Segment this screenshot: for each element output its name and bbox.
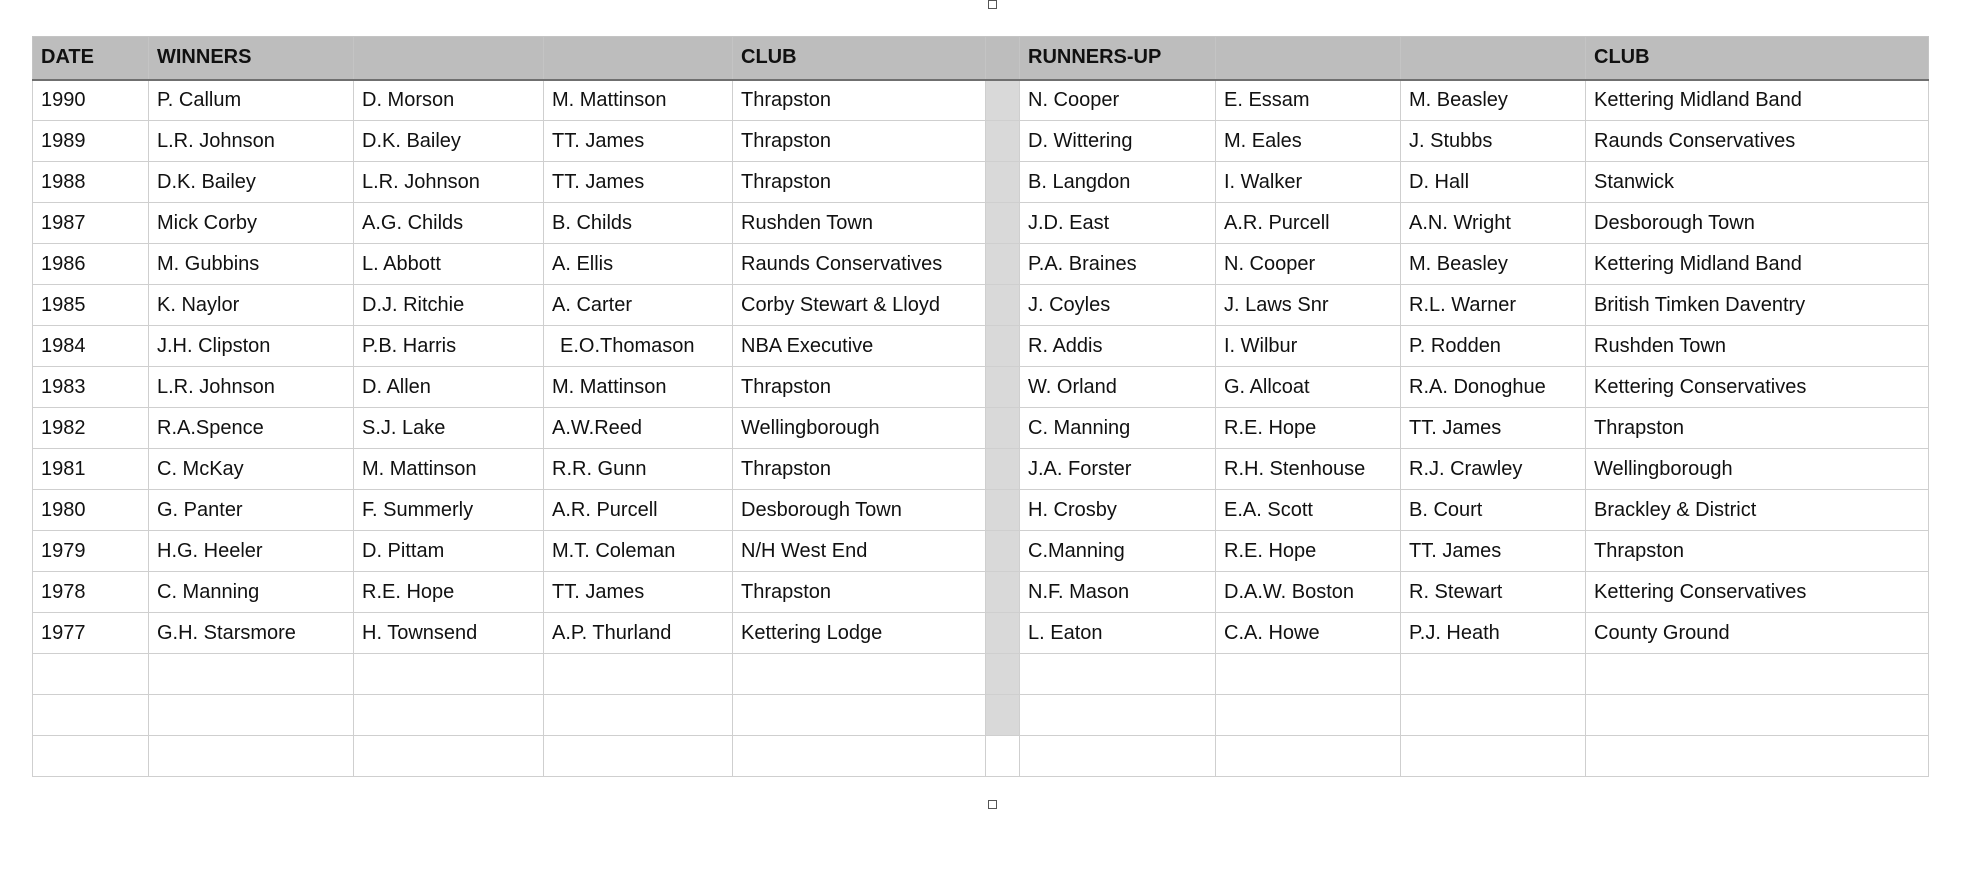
cell-winner-2[interactable]: A.G. Childs <box>354 203 544 244</box>
cell-winner-1[interactable]: G. Panter <box>149 490 354 531</box>
cell-winner-1[interactable] <box>149 695 354 736</box>
cell-runner-up-2[interactable]: M. Eales <box>1216 121 1401 162</box>
table-row <box>33 285 1929 326</box>
cell-runner-up-3[interactable]: R. Stewart <box>1401 572 1586 613</box>
cell-runner-up-1[interactable]: P.A. Braines <box>1020 244 1216 285</box>
cell-runner-up-club[interactable]: Kettering Conservatives <box>1586 367 1929 408</box>
cell-date[interactable]: 1977 <box>33 613 149 654</box>
cell-winner-2[interactable]: L.R. Johnson <box>354 162 544 203</box>
cell-date[interactable]: 1981 <box>33 449 149 490</box>
table-row <box>33 326 1929 367</box>
cell-runner-up-2[interactable]: I. Walker <box>1216 162 1401 203</box>
separator-cell <box>986 244 1020 285</box>
cell-winner-3[interactable]: TT. James <box>544 572 733 613</box>
cell-date[interactable]: 1985 <box>33 285 149 326</box>
cell-winner-club[interactable]: Thrapston <box>733 449 986 490</box>
results-table <box>32 36 1929 777</box>
cell-runner-up-club[interactable]: Brackley & District <box>1586 490 1929 531</box>
cell-runner-up-1[interactable] <box>1020 736 1216 777</box>
cell-winner-3[interactable]: TT. James <box>544 162 733 203</box>
resize-handle-bottom[interactable] <box>988 800 997 809</box>
cell-date[interactable]: 1983 <box>33 367 149 408</box>
header-runners-up-club: CLUB <box>1586 37 1929 80</box>
cell-winner-2[interactable]: D. Allen <box>354 367 544 408</box>
cell-runner-up-1[interactable]: D. Wittering <box>1020 121 1216 162</box>
cell-runner-up-club[interactable]: Kettering Midland Band <box>1586 80 1929 121</box>
cell-winner-3[interactable]: R.R. Gunn <box>544 449 733 490</box>
cell-winner-3[interactable]: M. Mattinson <box>544 80 733 121</box>
cell-winner-club[interactable]: NBA Executive <box>733 326 986 367</box>
cell-runner-up-club[interactable]: Stanwick <box>1586 162 1929 203</box>
separator-cell <box>986 572 1020 613</box>
cell-runner-up-2[interactable]: E.A. Scott <box>1216 490 1401 531</box>
cell-winner-club[interactable]: Raunds Conservatives <box>733 244 986 285</box>
cell-winner-club[interactable]: Rushden Town <box>733 203 986 244</box>
cell-runner-up-3[interactable]: R.L. Warner <box>1401 285 1586 326</box>
separator-cell <box>986 490 1020 531</box>
cell-winner-club[interactable] <box>733 736 986 777</box>
cell-winner-1[interactable]: D.K. Bailey <box>149 162 354 203</box>
cell-runner-up-3[interactable]: D. Hall <box>1401 162 1586 203</box>
cell-winner-club[interactable] <box>733 695 986 736</box>
cell-date[interactable]: 1979 <box>33 531 149 572</box>
cell-winner-3[interactable]: M.T. Coleman <box>544 531 733 572</box>
cell-winner-2[interactable]: D. Morson <box>354 80 544 121</box>
separator-cell <box>986 121 1020 162</box>
cell-winner-1[interactable]: L.R. Johnson <box>149 367 354 408</box>
cell-winner-club[interactable]: Kettering Lodge <box>733 613 986 654</box>
cell-winner-3[interactable]: B. Childs <box>544 203 733 244</box>
cell-runner-up-2[interactable]: R.H. Stenhouse <box>1216 449 1401 490</box>
table-row <box>33 121 1929 162</box>
cell-runner-up-club[interactable]: Kettering Midland Band <box>1586 244 1929 285</box>
table-row <box>33 244 1929 285</box>
cell-winner-club[interactable]: N/H West End <box>733 531 986 572</box>
separator-cell <box>986 654 1020 695</box>
separator-cell <box>986 613 1020 654</box>
cell-runner-up-3[interactable] <box>1401 654 1586 695</box>
cell-runner-up-club[interactable]: Rushden Town <box>1586 326 1929 367</box>
separator-cell <box>986 531 1020 572</box>
cell-winner-2[interactable]: D.K. Bailey <box>354 121 544 162</box>
header-row <box>33 37 1929 80</box>
cell-runner-up-2[interactable] <box>1216 654 1401 695</box>
table-row <box>33 449 1929 490</box>
cell-winner-1[interactable]: K. Naylor <box>149 285 354 326</box>
cell-winner-1[interactable]: G.H. Starsmore <box>149 613 354 654</box>
cell-date[interactable]: 1980 <box>33 490 149 531</box>
header-runners-up-3 <box>1401 37 1586 80</box>
cell-runner-up-1[interactable]: J. Coyles <box>1020 285 1216 326</box>
cell-winner-2[interactable]: M. Mattinson <box>354 449 544 490</box>
cell-winner-club[interactable]: Thrapston <box>733 121 986 162</box>
cell-winner-2[interactable]: F. Summerly <box>354 490 544 531</box>
cell-runner-up-1[interactable] <box>1020 654 1216 695</box>
separator-cell <box>986 408 1020 449</box>
table-row <box>33 490 1929 531</box>
cell-runner-up-club[interactable]: County Ground <box>1586 613 1929 654</box>
cell-winner-1[interactable] <box>149 654 354 695</box>
cell-runner-up-3[interactable]: TT. James <box>1401 531 1586 572</box>
cell-winner-1[interactable]: R.A.Spence <box>149 408 354 449</box>
cell-winner-3[interactable]: A.R. Purcell <box>544 490 733 531</box>
cell-runner-up-1[interactable]: J.D. East <box>1020 203 1216 244</box>
header-winners-club: CLUB <box>733 37 986 80</box>
cell-winner-club[interactable]: Corby Stewart & Lloyd <box>733 285 986 326</box>
header-winners: WINNERS <box>149 37 354 80</box>
cell-runner-up-3[interactable]: B. Court <box>1401 490 1586 531</box>
cell-winner-club[interactable]: Thrapston <box>733 80 986 121</box>
cell-runner-up-2[interactable] <box>1216 695 1401 736</box>
table-body <box>33 80 1929 777</box>
cell-winner-3[interactable]: A. Ellis <box>544 244 733 285</box>
table-row <box>33 408 1929 449</box>
cell-runner-up-3[interactable]: TT. James <box>1401 408 1586 449</box>
cell-runner-up-3[interactable]: A.N. Wright <box>1401 203 1586 244</box>
cell-runner-up-club[interactable]: Raunds Conservatives <box>1586 121 1929 162</box>
cell-winner-3[interactable] <box>544 736 733 777</box>
cell-runner-up-2[interactable]: I. Wilbur <box>1216 326 1401 367</box>
cell-date[interactable]: 1986 <box>33 244 149 285</box>
separator-cell <box>986 695 1020 736</box>
cell-winner-club[interactable]: Desborough Town <box>733 490 986 531</box>
cell-runner-up-2[interactable] <box>1216 736 1401 777</box>
cell-winner-2[interactable]: R.E. Hope <box>354 572 544 613</box>
table-row <box>33 736 1929 777</box>
cell-date[interactable]: 1990 <box>33 80 149 121</box>
cell-winner-2[interactable]: P.B. Harris <box>354 326 544 367</box>
cell-winner-2[interactable] <box>354 736 544 777</box>
cell-runner-up-club[interactable]: Kettering Conservatives <box>1586 572 1929 613</box>
cell-runner-up-1[interactable]: B. Langdon <box>1020 162 1216 203</box>
cell-runner-up-2[interactable]: J. Laws Snr <box>1216 285 1401 326</box>
cell-runner-up-club[interactable]: Thrapston <box>1586 408 1929 449</box>
cell-winner-3[interactable]: TT. James <box>544 121 733 162</box>
cell-winner-3[interactable]: A.W.Reed <box>544 408 733 449</box>
cell-winner-club[interactable] <box>733 654 986 695</box>
cell-runner-up-3[interactable] <box>1401 695 1586 736</box>
table-row <box>33 80 1929 121</box>
cell-winner-3[interactable] <box>544 654 733 695</box>
cell-runner-up-3[interactable]: P.J. Heath <box>1401 613 1586 654</box>
cell-date[interactable]: 1984 <box>33 326 149 367</box>
cell-runner-up-3[interactable]: R.A. Donoghue <box>1401 367 1586 408</box>
cell-runner-up-3[interactable]: M. Beasley <box>1401 80 1586 121</box>
cell-runner-up-2[interactable]: R.E. Hope <box>1216 408 1401 449</box>
cell-runner-up-1[interactable]: J.A. Forster <box>1020 449 1216 490</box>
cell-winner-3[interactable]: M. Mattinson <box>544 367 733 408</box>
cell-runner-up-3[interactable]: J. Stubbs <box>1401 121 1586 162</box>
cell-winner-club[interactable]: Thrapston <box>733 162 986 203</box>
header-date: DATE <box>33 37 149 80</box>
cell-winner-2[interactable]: L. Abbott <box>354 244 544 285</box>
cell-runner-up-2[interactable]: G. Allcoat <box>1216 367 1401 408</box>
table-row <box>33 695 1929 736</box>
header-winners-2 <box>354 37 544 80</box>
cell-runner-up-1[interactable]: N.F. Mason <box>1020 572 1216 613</box>
cell-runner-up-3[interactable]: P. Rodden <box>1401 326 1586 367</box>
header-runners-up-2 <box>1216 37 1401 80</box>
cell-runner-up-1[interactable]: H. Crosby <box>1020 490 1216 531</box>
cell-runner-up-1[interactable]: W. Orland <box>1020 367 1216 408</box>
cell-runner-up-club[interactable] <box>1586 736 1929 777</box>
header-winners-3 <box>544 37 733 80</box>
cell-runner-up-1[interactable] <box>1020 695 1216 736</box>
separator-cell <box>986 162 1020 203</box>
cell-runner-up-club[interactable]: Desborough Town <box>1586 203 1929 244</box>
separator-cell <box>986 80 1020 121</box>
table-row <box>33 531 1929 572</box>
cell-runner-up-2[interactable]: A.R. Purcell <box>1216 203 1401 244</box>
cell-winner-club[interactable]: Thrapston <box>733 367 986 408</box>
separator-cell <box>986 203 1020 244</box>
cell-date[interactable]: 1987 <box>33 203 149 244</box>
cell-runner-up-club[interactable]: Thrapston <box>1586 531 1929 572</box>
cell-runner-up-1[interactable]: L. Eaton <box>1020 613 1216 654</box>
cell-winner-3[interactable]: A. Carter <box>544 285 733 326</box>
cell-winner-1[interactable]: H.G. Heeler <box>149 531 354 572</box>
cell-winner-2[interactable] <box>354 695 544 736</box>
table-row <box>33 162 1929 203</box>
separator-cell <box>986 326 1020 367</box>
header-runners-up: RUNNERS-UP <box>1020 37 1216 80</box>
cell-runner-up-1[interactable]: N. Cooper <box>1020 80 1216 121</box>
cell-winner-1[interactable]: C. McKay <box>149 449 354 490</box>
table-row <box>33 203 1929 244</box>
cell-winner-1[interactable]: C. Manning <box>149 572 354 613</box>
cell-runner-up-2[interactable]: D.A.W. Boston <box>1216 572 1401 613</box>
cell-winner-3[interactable]: E.O.Thomason <box>544 326 733 367</box>
table-row <box>33 654 1929 695</box>
cell-winner-1[interactable]: L.R. Johnson <box>149 121 354 162</box>
cell-winner-3[interactable]: A.P. Thurland <box>544 613 733 654</box>
cell-runner-up-club[interactable]: British Timken Daventry <box>1586 285 1929 326</box>
cell-winner-1[interactable]: J.H. Clipston <box>149 326 354 367</box>
separator-cell <box>986 285 1020 326</box>
separator-cell <box>986 736 1020 777</box>
header-gap <box>986 37 1020 80</box>
cell-runner-up-3[interactable]: M. Beasley <box>1401 244 1586 285</box>
cell-runner-up-2[interactable]: R.E. Hope <box>1216 531 1401 572</box>
cell-winner-2[interactable]: D. Pittam <box>354 531 544 572</box>
cell-date[interactable] <box>33 654 149 695</box>
cell-winner-2[interactable]: D.J. Ritchie <box>354 285 544 326</box>
cell-winner-1[interactable]: P. Callum <box>149 80 354 121</box>
cell-winner-1[interactable]: Mick Corby <box>149 203 354 244</box>
cell-runner-up-2[interactable]: E. Essam <box>1216 80 1401 121</box>
table-header <box>33 37 1929 80</box>
table-row <box>33 572 1929 613</box>
cell-winner-1[interactable]: M. Gubbins <box>149 244 354 285</box>
cell-runner-up-1[interactable]: C. Manning <box>1020 408 1216 449</box>
cell-winner-2[interactable]: H. Townsend <box>354 613 544 654</box>
cell-runner-up-1[interactable]: C.Manning <box>1020 531 1216 572</box>
table-row <box>33 367 1929 408</box>
cell-date[interactable]: 1988 <box>33 162 149 203</box>
cell-date[interactable] <box>33 695 149 736</box>
cell-runner-up-3[interactable]: R.J. Crawley <box>1401 449 1586 490</box>
cell-winner-2[interactable]: S.J. Lake <box>354 408 544 449</box>
cell-winner-1[interactable] <box>149 736 354 777</box>
cell-date[interactable]: 1982 <box>33 408 149 449</box>
cell-date[interactable]: 1978 <box>33 572 149 613</box>
cell-runner-up-1[interactable]: R. Addis <box>1020 326 1216 367</box>
resize-handle-top[interactable] <box>988 0 997 9</box>
cell-runner-up-club[interactable]: Wellingborough <box>1586 449 1929 490</box>
cell-runner-up-2[interactable]: C.A. Howe <box>1216 613 1401 654</box>
cell-winner-2[interactable] <box>354 654 544 695</box>
cell-runner-up-3[interactable] <box>1401 736 1586 777</box>
cell-winner-club[interactable]: Wellingborough <box>733 408 986 449</box>
cell-date[interactable]: 1989 <box>33 121 149 162</box>
cell-runner-up-2[interactable]: N. Cooper <box>1216 244 1401 285</box>
cell-winner-club[interactable]: Thrapston <box>733 572 986 613</box>
separator-cell <box>986 367 1020 408</box>
cell-winner-3[interactable] <box>544 695 733 736</box>
cell-date[interactable] <box>33 736 149 777</box>
table-row <box>33 613 1929 654</box>
separator-cell <box>986 449 1020 490</box>
cell-runner-up-club[interactable] <box>1586 654 1929 695</box>
cell-runner-up-club[interactable] <box>1586 695 1929 736</box>
